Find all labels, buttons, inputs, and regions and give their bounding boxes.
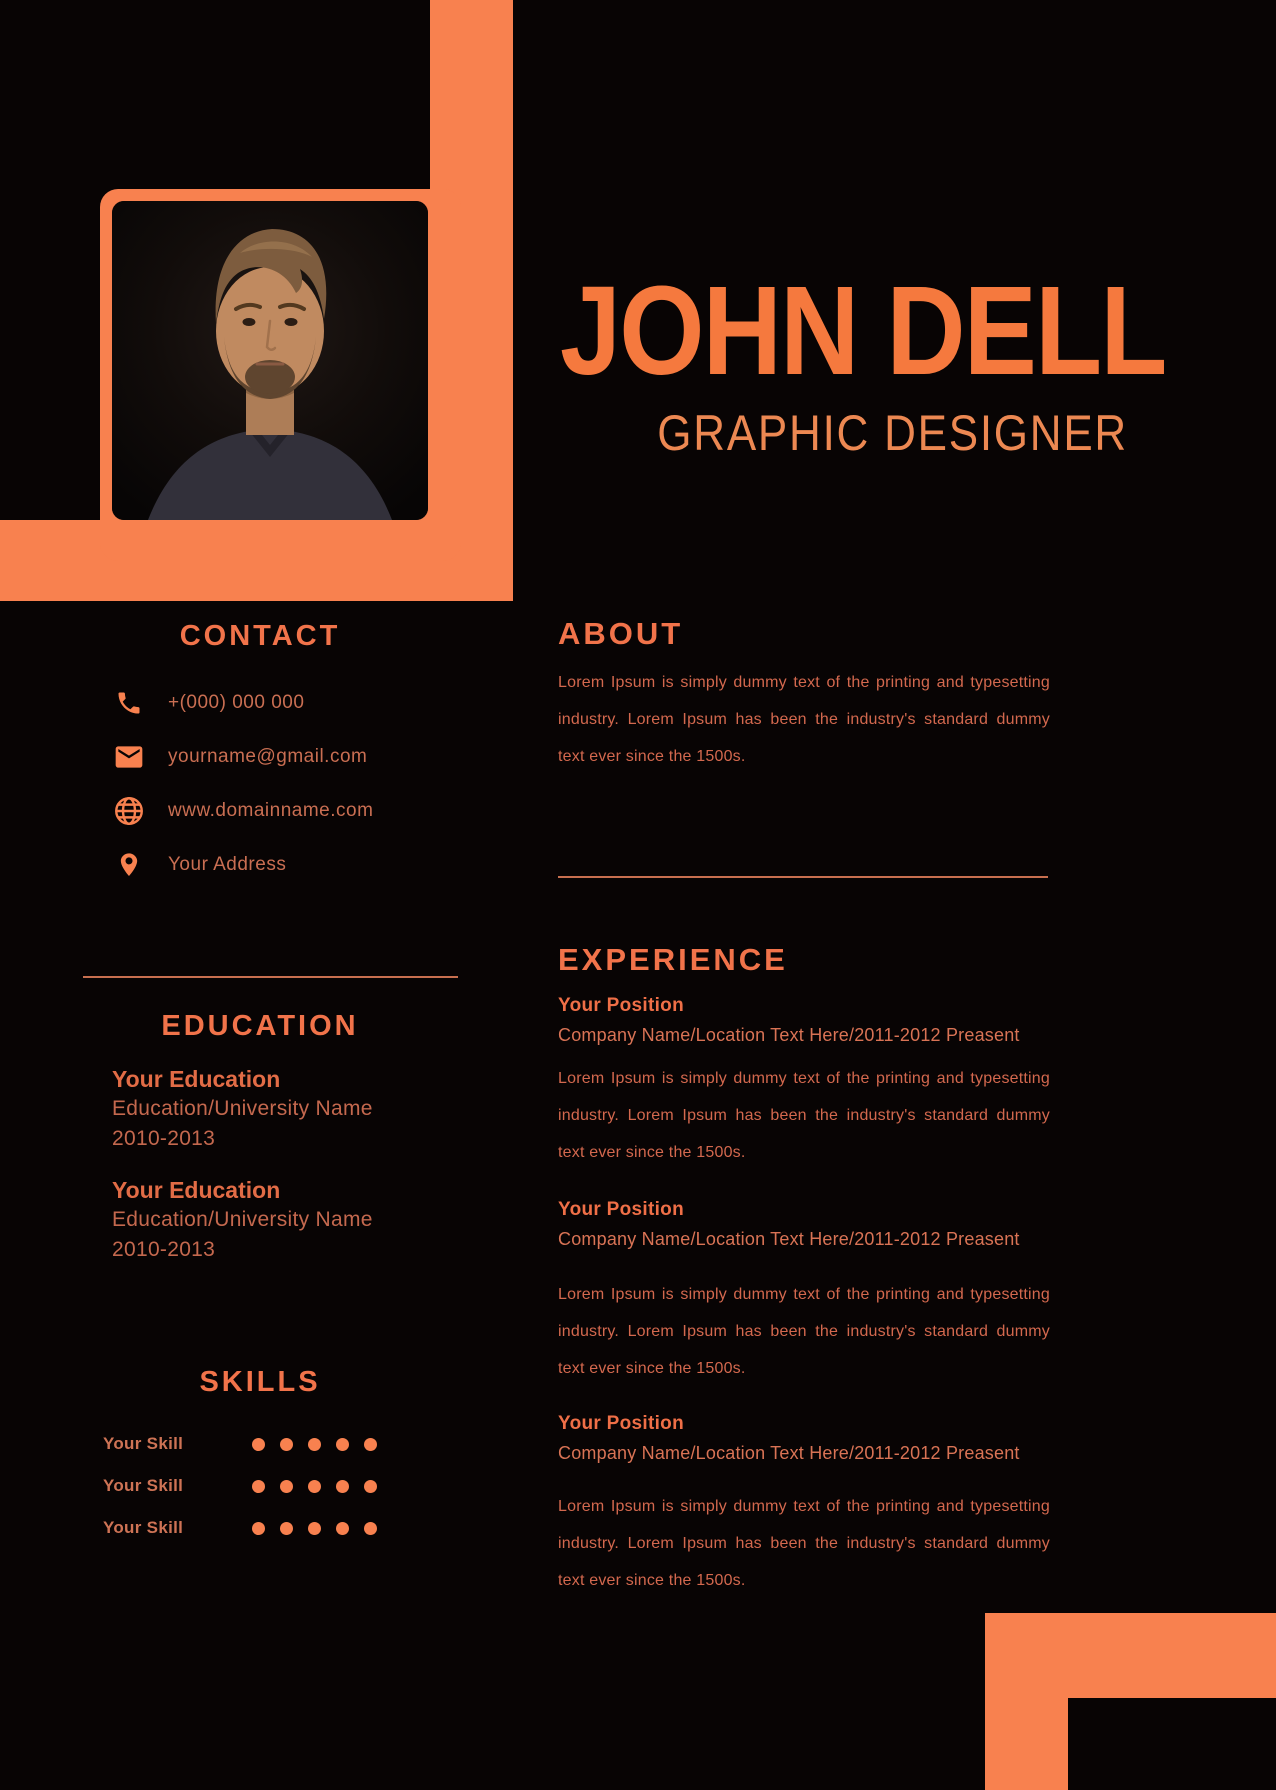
skill-row [103,1465,377,1507]
education-school: Education/University Name [112,1097,373,1120]
skill-label: Your Skill [103,1518,184,1537]
contact-row-email[interactable] [108,730,373,784]
education-school: Education/University Name [112,1208,373,1231]
left-divider [83,976,458,978]
skill-dot [252,1480,265,1493]
education-title: Your Education [112,1066,281,1092]
mail-icon [108,741,150,773]
skill-row [103,1507,377,1549]
skill-dot [280,1522,293,1535]
experience-company: Company Name/Location Text Here/2011-2012 Preasent [558,1025,1020,1045]
skill-row [103,1423,377,1465]
contact-heading: CONTACT [179,620,341,652]
experience-position: Your Position [558,995,684,1016]
job-title: GRAPHIC DESIGNER [657,405,1128,461]
website-url: www.domainname.com [168,800,374,821]
skill-dot [364,1522,377,1535]
skill-dot [308,1438,321,1451]
contact-row-address[interactable] [108,838,373,892]
skill-dot [308,1480,321,1493]
globe-icon [108,794,150,828]
skill-dot [336,1522,349,1535]
education-heading: EDUCATION [161,1010,359,1042]
education-years: 2010-2013 [112,1238,216,1261]
experience-item [558,992,1050,1171]
skills-list [103,1423,377,1549]
experience-item [558,1410,1050,1599]
skill-label: Your Skill [103,1476,184,1495]
contact-row-website[interactable] [108,784,373,838]
about-text: Lorem Ipsum is simply dummy text of the printing and typesetting industry. Lorem Ipsum has been the industry's standard dummy text ever since the 1500s. [558,674,1050,765]
skill-label: Your Skill [103,1434,184,1453]
skill-rating [252,1438,377,1451]
education-list [112,1064,373,1286]
experience-description: Lorem Ipsum is simply dummy text of the printing and typesetting industry. Lorem Ipsum has been the industry's standard dummy text ever since the 1500s. [558,1498,1050,1589]
about-heading: ABOUT [558,616,684,651]
experience-description: Lorem Ipsum is simply dummy text of the printing and typesetting industry. Lorem Ipsum has been the industry's standard dummy text ever since the 1500s. [558,1286,1050,1377]
skill-dot [280,1480,293,1493]
right-divider [558,876,1048,878]
accent-corner-vertical [985,1697,1068,1790]
person-name: JOHN DELL [560,260,1166,401]
experience-position: Your Position [558,1413,684,1434]
skill-rating [252,1522,377,1535]
skill-dot [336,1480,349,1493]
skill-rating [252,1480,377,1493]
skill-dot [364,1438,377,1451]
phone-number: +(000) 000 000 [168,692,305,713]
skills-heading: SKILLS [199,1366,321,1398]
skill-dot [252,1438,265,1451]
address-text: Your Address [168,854,287,875]
portrait-illustration [112,201,428,520]
education-item [112,1175,373,1265]
education-years: 2010-2013 [112,1127,216,1150]
skill-dot [308,1522,321,1535]
skill-dot [252,1522,265,1535]
experience-description: Lorem Ipsum is simply dummy text of the printing and typesetting industry. Lorem Ipsum has been the industry's standard dummy text ever since the 1500s. [558,1070,1050,1161]
experience-item [558,1196,1050,1387]
experience-company: Company Name/Location Text Here/2011-2012 Preasent [558,1229,1020,1249]
contact-row-phone[interactable] [108,676,373,730]
location-pin-icon [108,851,150,879]
experience-heading: EXPERIENCE [558,942,788,977]
portrait-photo [112,201,428,520]
phone-icon [108,689,150,717]
email-address: yourname@gmail.com [168,746,368,767]
skill-dot [336,1438,349,1451]
skill-dot [280,1438,293,1451]
contact-list [108,676,373,892]
experience-position: Your Position [558,1199,684,1220]
experience-company: Company Name/Location Text Here/2011-2012 Preasent [558,1443,1020,1463]
education-title: Your Education [112,1177,281,1203]
education-item [112,1064,373,1154]
skill-dot [364,1480,377,1493]
accent-corner-horizontal [985,1613,1276,1698]
